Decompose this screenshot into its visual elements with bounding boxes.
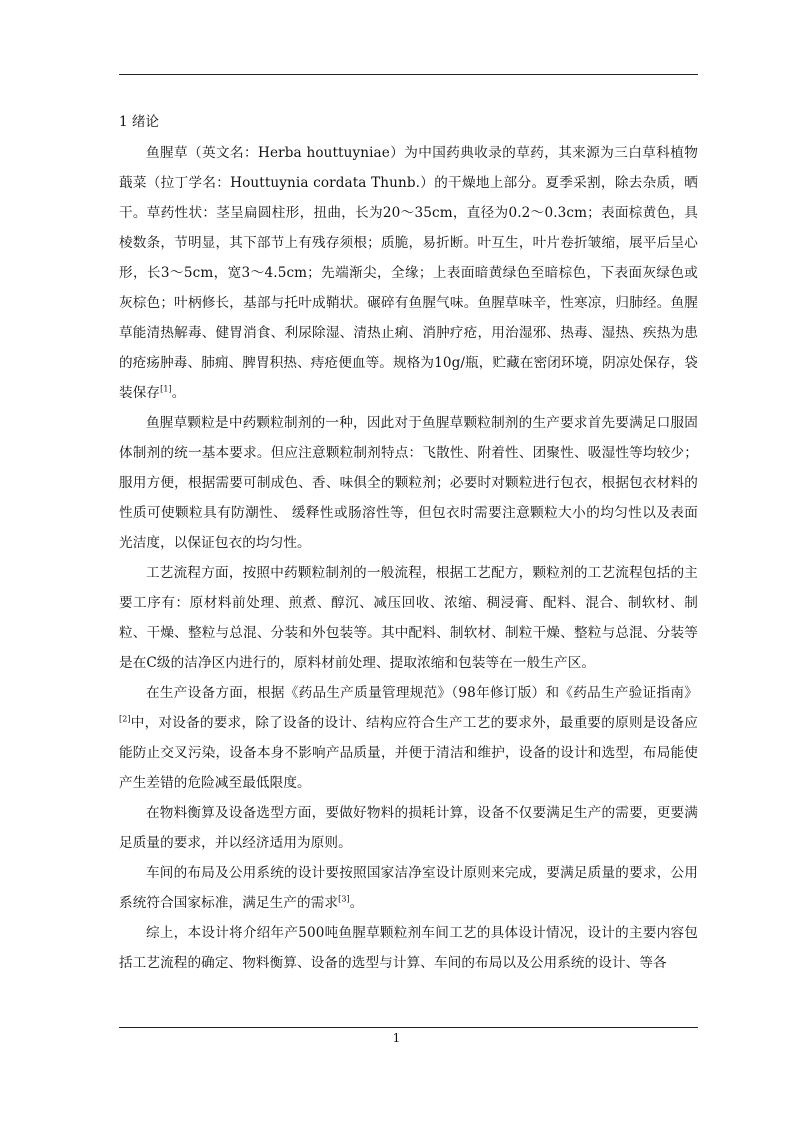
paragraph xyxy=(119,858,698,918)
paragraph xyxy=(119,918,698,978)
paragraph xyxy=(119,798,698,858)
paragraph xyxy=(119,678,698,798)
paragraph-text: 鱼腥草（英文名：Herba houttuyniae）为中国药典收录的草药，其来源为三白草科植物蕺菜（拉丁学名：Houttuynia cordata Thunb.）的干燥地上部分。夏季采割，除去杂质，晒干。草药性状：茎呈扁圆柱形，扭曲，长为20～35cm，直径为0.2～0.3cm；表面棕黄色，具棱数条，节明显，其下部节上有残存须根；质脆，易折断。叶互生，叶片卷折皱缩，展平后呈心形，长3～5cm，宽3～4.5cm；先端渐尖，全缘；上表面暗黄绿色至暗棕色，下表面灰绿色或灰棕色；叶柄修长，基部与托叶成鞘状。碾碎有鱼腥气味。鱼腥草味辛，性寒凉，归肺经。鱼腥草能清热解毒、健胃消食、利尿除湿、清热止痢、消肿疗疮，用治湿邪、热毒、湿热、疾热为患的疮疡肿毒、肺痈、脾胃积热、痔疮便血等。规格为10g/瓶，贮藏在密闭环境，阴凉处保存，袋装保存 xyxy=(119,145,698,401)
citation: [3] xyxy=(338,894,350,904)
citation: [1] xyxy=(160,384,172,394)
paragraph-text: 在物料衡算及设备选型方面，要做好物料的损耗计算，设备不仅要满足生产的需要，更要满足质量的要求，并以经济适用为原则。 xyxy=(119,805,698,851)
header-rule xyxy=(119,74,698,75)
paragraph-text: 车间的布局及公用系统的设计要按照国家洁净室设计原则来完成，要满足质量的要求，公用系统符合国家标准，满足生产的需求 xyxy=(119,865,698,911)
paragraph xyxy=(119,138,698,408)
paragraph-text: 。 xyxy=(349,895,364,911)
footer-rule xyxy=(119,1027,698,1028)
paragraph xyxy=(119,408,698,558)
paragraph-text: 。 xyxy=(171,385,186,401)
paragraph-text: 鱼腥草颗粒是中药颗粒制剂的一种，因此对于鱼腥草颗粒制剂的生产要求首先要满足口服固体制剂的统一基本要求。但应注意颗粒制剂特点：飞散性、附着性、团聚性、吸湿性等均较少；服用方便，根据需要可制成色、香、味俱全的颗粒剂；必要时对颗粒进行包衣，根据包衣材料的性质可使颗粒具有防潮性、 缓释性或肠溶性等，但包衣时需要注意颗粒大小的均匀性以及表面光洁度，以保证包衣的均匀性。 xyxy=(119,415,698,551)
paragraph-text: 综上，本设计将介绍年产500吨鱼腥草颗粒剂车间工艺的具体设计情况，设计的主要内容包括工艺流程的确定、物料衡算、设备的选型与计算、车间的布局以及公用系统的设计、等各 xyxy=(119,925,698,971)
citation: [2] xyxy=(119,714,131,724)
paragraph xyxy=(119,558,698,678)
main-text xyxy=(119,110,698,978)
paragraph-text: 工艺流程方面，按照中药颗粒制剂的一般流程，根据工艺配方，颗粒剂的工艺流程包括的主要工序有：原材料前处理、煎煮、醇沉、减压回收、浓缩、稠浸膏、配料、混合、制软材、制粒、干燥、整粒与总混、分装和外包装等。其中配料、制软材、制粒干燥、整粒与总混、分装等是在C级的洁净区内进行的，原料材前处理、提取浓缩和包装等在一般生产区。 xyxy=(119,565,698,671)
section-heading: 1 绪论 xyxy=(119,114,159,130)
paragraph-text: 中，对设备的要求，除了设备的设计、结构应符合生产工艺的要求外，最重要的原则是设备应能防止交叉污染，设备本身不影响产品质量，并便于清洁和维护，设备的设计和选型，布局能使产生差错的危险减至最低限度。 xyxy=(119,715,698,791)
page-number: 1 xyxy=(392,1031,401,1045)
paragraph-text: 在生产设备方面，根据《药品生产质量管理规范》（98年修订版）和《药品生产验证指南》 xyxy=(146,685,698,701)
